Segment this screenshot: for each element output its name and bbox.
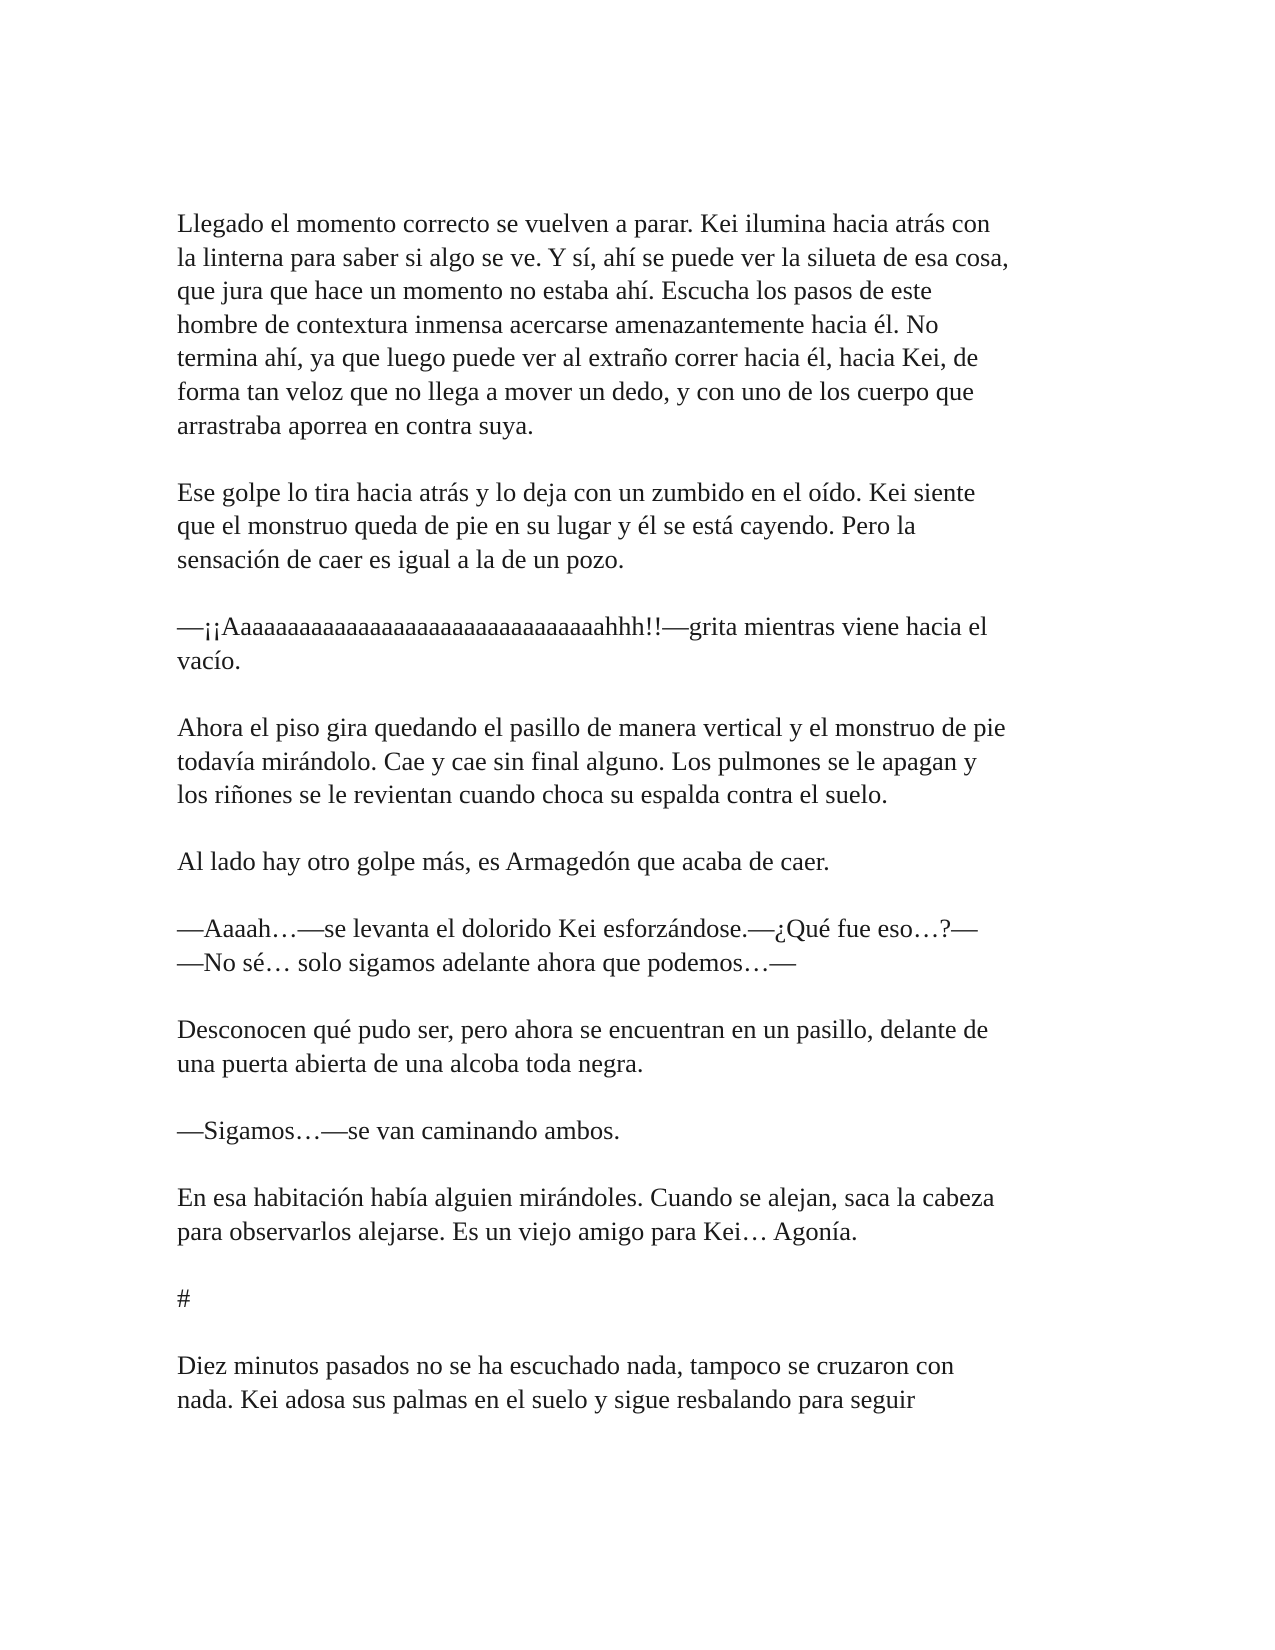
paragraph-5: Al lado hay otro golpe más, es Armagedón que acaba de caer. [177,846,830,877]
document-body [177,207,1117,1450]
paragraph-3: —¡¡Aaaaaaaaaaaaaaaaaaaaaaaaaaaaaaaahhh!!—grita mientras viene hacia el vacío. [177,611,988,675]
paragraph-9: En esa habitación había alguien mirándoles. Cuando se alejan, saca la cabeza para observarlos alejarse. Es un viejo amigo para Kei… Agonía. [177,1182,995,1246]
paragraph-6: —Aaaah…—se levanta el dolorido Kei esforzándose.—¿Qué fue eso…?— —No sé… solo sigamos adelante ahora que podemos…— [177,913,978,978]
paragraph-4: Ahora el piso gira quedando el pasillo de manera vertical y el monstruo de pie todavía mirándolo. Cae y cae sin final alguno. Los pulmones se le apagan y los riñones se le revientan cuando choca su espalda contra el suelo. [177,711,1006,810]
paragraph-7: Desconocen qué pudo ser, pero ahora se encuentran en un pasillo, delante de una puerta abierta de una alcoba toda negra. [177,1014,989,1078]
section-break: # [177,1283,191,1313]
paragraph-2: Ese golpe lo tira hacia atrás y lo deja con un zumbido en el oído. Kei siente que el monstruo queda de pie en su lugar y él se está cayendo. Pero la sensación de caer es igual a la de un pozo. [177,476,976,574]
paragraph-8: —Sigamos…—se van caminando ambos. [177,1115,621,1146]
paragraph-1: Llegado el momento correcto se vuelven a parar. Kei ilumina hacia atrás con la linterna para saber si algo se ve. Y sí, ahí se puede ver la silueta de esa cosa, que jura que hace un momento no estaba ahí. Escucha los pasos de este hombre de contextura inmensa acercarse amenazantemente hacia él. No termina ahí, ya que luego puede ver al extraño correr hacia él, hacia Kei, de forma tan veloz que no llega a mover un dedo, y con uno de los cuerpo que arrastraba aporrea en contra suya. [177,208,1009,440]
paragraph-10: Diez minutos pasados no se ha escuchado nada, tampoco se cruzaron con nada. Kei adosa sus palmas en el suelo y sigue resbalando para seguir [177,1350,955,1414]
